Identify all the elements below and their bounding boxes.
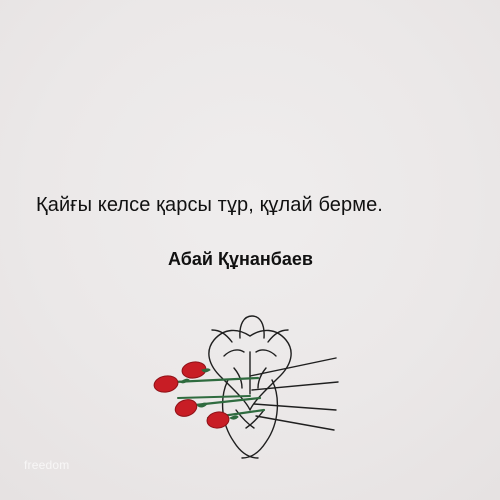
- watermark-text: freedom: [24, 458, 70, 472]
- heart-with-roses-icon: [140, 308, 360, 476]
- quote-text: Қайғы келсе қарсы тұр, құлай берме.: [36, 194, 383, 216]
- author-name: Абай Құнанбаев: [168, 249, 313, 269]
